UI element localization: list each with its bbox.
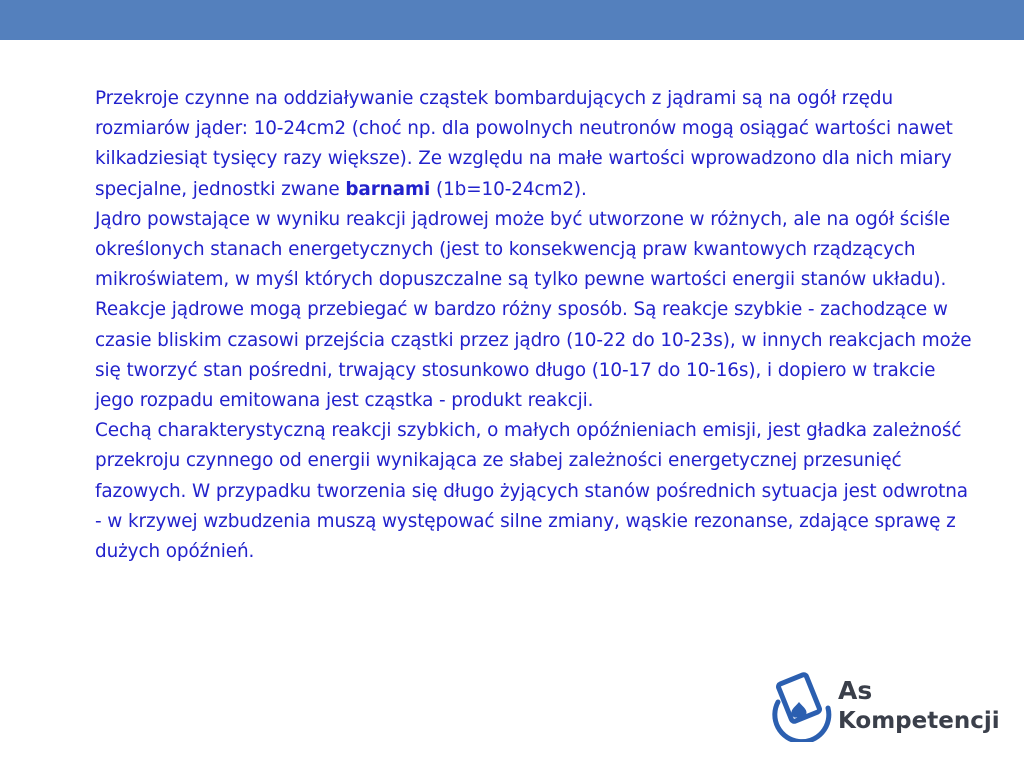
paragraph-1 [95, 84, 975, 205]
paragraph-1-text-before: Przekroje czynne na oddziaływanie cząstek bombardujących z jądrami są na ogół rzędu rozmiarów jąder: 10-24cm2 (choć np. dla powolnych neutronów mogą osiągać wartości nawet kilkadziesiąt tysięcy razy większe). Ze względu na małe wartości wprowadzono dla nich miary specjalne, jednostki zwane [95, 88, 953, 200]
slide-body [95, 84, 975, 567]
paragraph-3: Reakcje jądrowe mogą przebiegać w bardzo różny sposób. Są reakcje szybkie - zachodzące w czasie bliskim czasowi przejścia cząstki przez jądro (10-22 do 10-23s), w innych reakcjach może się tworzyć stan pośredni, trwający stosunkowo długo (10-17 do 10-16s), i dopiero w trakcie jego rozpadu emitowana jest cząstka - produkt reakcji. [95, 299, 972, 412]
barnami-term: barnami [345, 178, 431, 200]
logo-line-kompetencji: Kompetencji [838, 708, 1000, 734]
paragraph-1-text-after: (1b=10-24cm2). [430, 178, 587, 200]
logo-text [838, 676, 1000, 736]
logo [770, 672, 1000, 744]
paragraph-4: Cechą charakterystyczną reakcji szybkich, o małych opóźnieniach emisji, jest gładka zależność przekroju czynnego od energii wynikająca ze słabej zależności energetycznej przesunięć fazowych. W przypadku tworzenia się długo żyjących stanów pośrednich sytuacja jest odwrotna - w krzywej wzbudzenia muszą występować silne zmiany, wąskie rezonanse, zdające sprawę z dużych opóźnień. [95, 420, 968, 563]
logo-line-as: As [838, 676, 873, 705]
spade-card-icon [770, 672, 834, 742]
header-bar [0, 0, 1024, 40]
paragraph-2: Jądro powstające w wyniku reakcji jądrowej może być utworzone w różnych, ale na ogół ściśle określonych stanach energetycznych (jest to konsekwencją praw kwantowych rządzących mikroświatem, w myśl których dopuszczalne są tylko pewne wartości energii stanów układu). [95, 208, 950, 291]
